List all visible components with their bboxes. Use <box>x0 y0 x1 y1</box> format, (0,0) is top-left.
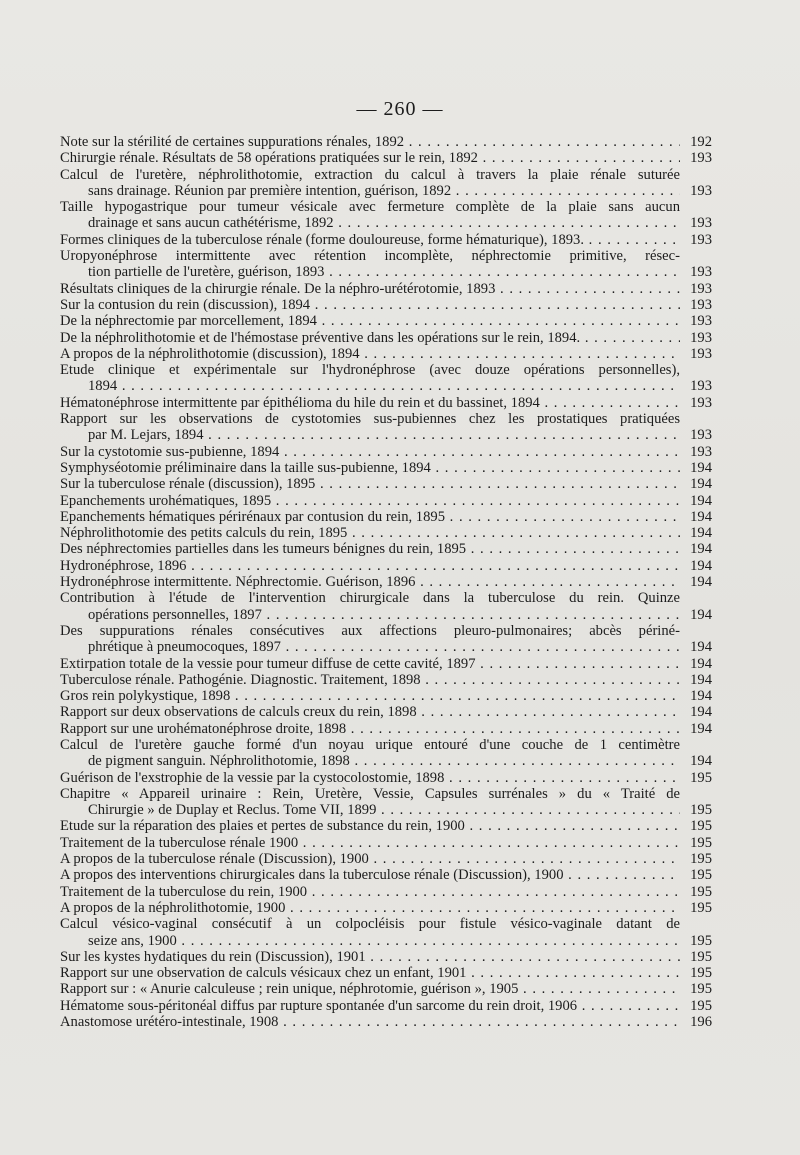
bibliography-entry <box>60 721 712 737</box>
entry-title <box>60 770 680 786</box>
entry-page-number: 194 <box>690 459 712 476</box>
entry-line: Hématome sous-péritonéal diffus par rupture spontanée d'un sarcome du rein droit, 1906 . . . <box>60 998 680 1014</box>
entry-title <box>60 476 680 492</box>
entry-title <box>60 884 680 900</box>
entry-line: de pigment sanguin. Néphrolithotomie, 1898 . . . <box>60 753 680 769</box>
entry-title <box>60 786 680 819</box>
entry-line: Traitement de la tuberculose rénale 1900 . . . <box>60 835 680 851</box>
entry-page-number: 195 <box>690 932 712 949</box>
entry-line: Chapitre « Appareil urinaire : Rein, Uretère, Vessie, Capsules surrénales » du « Traité de <box>60 785 680 802</box>
bibliography-entry <box>60 541 712 557</box>
entry-title <box>60 395 680 411</box>
entry-line: drainage et sans aucun cathétérisme, 1892 . . . <box>60 215 680 231</box>
entry-page-number: 194 <box>690 671 712 688</box>
entry-title <box>60 737 680 770</box>
entry-line: Des néphrectomies partielles dans les tumeurs bénignes du rein, 1895 . . . <box>60 541 680 557</box>
bibliography-entry <box>60 672 712 688</box>
entry-title <box>60 313 680 329</box>
bibliography-entry <box>60 737 712 770</box>
bibliography-entry <box>60 1014 712 1030</box>
entry-line: Calcul de l'uretère gauche formé d'un noyau urique entouré d'une couche de 1 centimètre <box>60 736 680 753</box>
entry-title <box>60 590 680 623</box>
entry-title <box>60 525 680 541</box>
entry-page-number: 193 <box>690 394 712 411</box>
entry-page-number: 194 <box>690 704 712 721</box>
entry-title <box>60 150 680 166</box>
entry-line: Gros rein polykystique, 1898 . . . <box>60 688 680 704</box>
bibliography-entry <box>60 346 712 362</box>
entry-line: Rapport sur deux observations de calculs creux du rein, 1898 . . . <box>60 704 680 720</box>
entry-title <box>60 851 680 867</box>
entry-page-number: 196 <box>690 1014 712 1031</box>
entry-line: phrétique à pneumocoques, 1897 . . . <box>60 639 680 655</box>
bibliography-entry <box>60 835 712 851</box>
entry-line: sans drainage. Réunion par première intention, guérison, 1892 . . . <box>60 183 680 199</box>
bibliography-entry <box>60 395 712 411</box>
entry-line: Formes cliniques de la tuberculose rénale (forme douloureuse, forme hématurique), 1893. . . . <box>60 232 680 248</box>
entry-page-number: 192 <box>690 134 712 150</box>
entry-page-number: 195 <box>690 899 712 916</box>
bibliography-entry <box>60 998 712 1014</box>
entry-line: Des suppurations rénales consécutives aux affections pleuro-pulmonaires; abcès périné- <box>60 622 680 639</box>
entry-line: Hydronéphrose intermittente. Néphrectomie. Guérison, 1896 . . . <box>60 574 680 590</box>
entry-line: Rapport sur les observations de cystotomies sus-pubiennes chez les prostatiques pratiquées <box>60 411 680 428</box>
entry-page-number: 195 <box>690 948 712 965</box>
entry-page-number: 194 <box>690 639 712 656</box>
entry-line: Etude sur la réparation des plaies et pertes de substance du rein, 1900 . . . <box>60 818 680 834</box>
bibliography-entry <box>60 232 712 248</box>
entry-title <box>60 867 680 883</box>
entry-title <box>60 362 680 395</box>
entry-title <box>60 460 680 476</box>
entry-title <box>60 199 680 232</box>
bibliography-entry <box>60 248 712 281</box>
entry-line: Note sur la stérilité de certaines suppurations rénales, 1892 . . . <box>60 134 680 150</box>
entry-line: Calcul de l'uretère, néphrolithotomie, extraction du calcul à travers la plaie rénale suturée <box>60 166 680 183</box>
entry-title <box>60 248 680 281</box>
entry-title <box>60 818 680 834</box>
bibliography-entry <box>60 590 712 623</box>
bibliography-entry <box>60 786 712 819</box>
entry-title <box>60 949 680 965</box>
entry-page-number: 193 <box>690 215 712 232</box>
entry-page-number: 195 <box>690 997 712 1014</box>
entry-page-number: 193 <box>690 264 712 281</box>
entry-line: A propos de la néphrolithotomie, 1900 . . . <box>60 900 680 916</box>
entry-title <box>60 623 680 656</box>
entry-title <box>60 281 680 297</box>
entry-page-number: 195 <box>690 802 712 819</box>
entry-title <box>60 493 680 509</box>
entry-line: De la néphrolithotomie et de l'hémostase préventive dans les opérations sur le rein, 1894. . . . <box>60 330 680 346</box>
entry-line: A propos de la néphrolithotomie (discussion), 1894 . . . <box>60 346 680 362</box>
entry-line: Calcul vésico-vaginal consécutif à un colpocléisis pour fistule vésico-vaginale datant de <box>60 916 680 933</box>
entry-page-number: 194 <box>690 557 712 574</box>
entry-page-number: 193 <box>690 280 712 297</box>
bibliography-entry <box>60 460 712 476</box>
entry-page-number: 194 <box>690 476 712 493</box>
entry-line: par M. Lejars, 1894 . . . <box>60 427 680 443</box>
entry-page-number: 193 <box>690 150 712 167</box>
bibliography-entry <box>60 916 712 949</box>
entry-title <box>60 232 680 248</box>
bibliography-entry <box>60 900 712 916</box>
bibliography-entry <box>60 150 712 166</box>
entry-title <box>60 297 680 313</box>
entry-line: Taille hypogastrique pour tumeur vésicale avec fermeture complète de la plaie sans aucun <box>60 199 680 216</box>
entry-line: Etude clinique et expérimentale sur l'hydronéphrose (avec douze opérations personnelles), <box>60 362 680 379</box>
entry-page-number: 194 <box>690 574 712 591</box>
entry-page-number: 193 <box>690 182 712 199</box>
entry-line: Guérison de l'exstrophie de la vessie par la cystocolostomie, 1898 . . . <box>60 770 680 786</box>
entry-line: Chirurgie rénale. Résultats de 58 opérations pratiquées sur le rein, 1892 . . . <box>60 150 680 166</box>
bibliography-entry <box>60 313 712 329</box>
entry-line: opérations personnelles, 1897 . . . <box>60 607 680 623</box>
entry-title <box>60 574 680 590</box>
entry-title <box>60 688 680 704</box>
bibliography-entry <box>60 509 712 525</box>
bibliography-entry <box>60 851 712 867</box>
entry-page-number: 194 <box>690 720 712 737</box>
entry-page-number: 194 <box>690 525 712 542</box>
entry-title <box>60 558 680 574</box>
entry-title <box>60 167 680 200</box>
entry-title <box>60 704 680 720</box>
entry-line: Hydronéphrose, 1896 . . . <box>60 558 680 574</box>
entry-title <box>60 835 680 851</box>
bibliography-entry <box>60 981 712 997</box>
entry-page-number: 194 <box>690 541 712 558</box>
bibliography-entry <box>60 297 712 313</box>
entry-line: Hématonéphrose intermittente par épithélioma du hile du rein et du bassinet, 1894 . . . <box>60 395 680 411</box>
bibliography-entry <box>60 704 712 720</box>
entry-title <box>60 981 680 997</box>
entry-page-number: 194 <box>690 753 712 770</box>
entry-page-number: 195 <box>690 818 712 835</box>
entry-line: Néphrolithotomie des petits calculs du rein, 1895 . . . <box>60 525 680 541</box>
entry-page-number: 194 <box>690 606 712 623</box>
entry-line: Anastomose urétéro-intestinale, 1908 . . . <box>60 1014 680 1030</box>
bibliography-entry <box>60 688 712 704</box>
entry-line: Contribution à l'étude de l'intervention chirurgicale dans la tuberculose du rein. Quinze <box>60 590 680 607</box>
entry-line: Chirurgie » de Duplay et Reclus. Tome VII, 1899 . . . <box>60 802 680 818</box>
entry-title <box>60 330 680 346</box>
entry-line: De la néphrectomie par morcellement, 1894 . . . <box>60 313 680 329</box>
entry-title <box>60 900 680 916</box>
entry-title <box>60 998 680 1014</box>
bibliography-list <box>60 134 712 1030</box>
entry-line: Epanchements urohématiques, 1895 . . . <box>60 493 680 509</box>
entry-page-number: 194 <box>690 655 712 672</box>
bibliography-entry <box>60 199 712 232</box>
entry-line: Rapport sur une observation de calculs vésicaux chez un enfant, 1901 . . . <box>60 965 680 981</box>
entry-line: Sur la cystotomie sus-pubienne, 1894 . . . <box>60 444 680 460</box>
entry-line: A propos des interventions chirurgicales dans la tuberculose rénale (Discussion), 1900 . . . <box>60 867 680 883</box>
entry-line: tion partielle de l'uretère, guérison, 1893 . . . <box>60 264 680 280</box>
bibliography-entry <box>60 411 712 444</box>
bibliography-entry <box>60 965 712 981</box>
entry-page-number: 193 <box>690 378 712 395</box>
bibliography-entry <box>60 493 712 509</box>
entry-line: seize ans, 1900 . . . <box>60 933 680 949</box>
entry-line: Epanchements hématiques périrénaux par contusion du rein, 1895 . . . <box>60 509 680 525</box>
entry-line: 1894 . . . <box>60 378 680 394</box>
entry-title <box>60 656 680 672</box>
entry-line: Sur les kystes hydatiques du rein (Discussion), 1901 . . . <box>60 949 680 965</box>
entry-page-number: 194 <box>690 688 712 705</box>
entry-page-number: 195 <box>690 834 712 851</box>
entry-line: Résultats cliniques de la chirurgie rénale. De la néphro-urétérotomie, 1893 . . . <box>60 281 680 297</box>
entry-page-number: 195 <box>690 851 712 868</box>
bibliography-entry <box>60 167 712 200</box>
entry-line: Sur la contusion du rein (discussion), 1894 . . . <box>60 297 680 313</box>
entry-title <box>60 346 680 362</box>
entry-page-number: 195 <box>690 883 712 900</box>
entry-line: Rapport sur une urohématonéphrose droite, 1898 . . . <box>60 721 680 737</box>
entry-page-number: 195 <box>690 981 712 998</box>
entry-page-number: 193 <box>690 329 712 346</box>
entry-title <box>60 411 680 444</box>
entry-line: Rapport sur : « Anurie calculeuse ; rein unique, néphrotomie, guérison », 1905 . . . <box>60 981 680 997</box>
bibliography-entry <box>60 574 712 590</box>
entry-line: Uropyonéphrose intermittente avec rétention incomplète, néphrectomie primitive, résec- <box>60 248 680 265</box>
bibliography-entry <box>60 330 712 346</box>
bibliography-entry <box>60 656 712 672</box>
entry-page-number: 193 <box>690 313 712 330</box>
entry-page-number: 193 <box>690 231 712 248</box>
bibliography-entry <box>60 525 712 541</box>
entry-line: Sur la tuberculose rénale (discussion), 1895 . . . <box>60 476 680 492</box>
entry-page-number: 193 <box>690 427 712 444</box>
bibliography-entry <box>60 818 712 834</box>
bibliography-entry <box>60 770 712 786</box>
entry-page-number: 195 <box>690 965 712 982</box>
bibliography-entry <box>60 884 712 900</box>
entry-page-number: 194 <box>690 492 712 509</box>
entry-title <box>60 541 680 557</box>
bibliography-entry <box>60 134 712 150</box>
bibliography-entry <box>60 362 712 395</box>
bibliography-entry <box>60 949 712 965</box>
bibliography-entry <box>60 444 712 460</box>
bibliography-entry <box>60 281 712 297</box>
entry-title <box>60 916 680 949</box>
entry-title <box>60 672 680 688</box>
entry-line: Symphyséotomie préliminaire dans la taille sus-pubienne, 1894 . . . <box>60 460 680 476</box>
entry-page-number: 193 <box>690 443 712 460</box>
entry-title <box>60 444 680 460</box>
entry-title <box>60 1014 680 1030</box>
entry-page-number: 195 <box>690 867 712 884</box>
entry-page-number: 195 <box>690 769 712 786</box>
entry-title <box>60 134 680 150</box>
bibliography-entry <box>60 476 712 492</box>
bibliography-entry <box>60 867 712 883</box>
entry-title <box>60 721 680 737</box>
entry-page-number: 193 <box>690 296 712 313</box>
entry-page-number: 193 <box>690 345 712 362</box>
bibliography-entry <box>60 623 712 656</box>
entry-title <box>60 509 680 525</box>
entry-line: A propos de la tuberculose rénale (Discussion), 1900 . . . <box>60 851 680 867</box>
entry-page-number: 194 <box>690 508 712 525</box>
entry-line: Tuberculose rénale. Pathogénie. Diagnostic. Traitement, 1898 . . . <box>60 672 680 688</box>
entry-line: Extirpation totale de la vessie pour tumeur diffuse de cette cavité, 1897 . . . <box>60 656 680 672</box>
entry-title <box>60 965 680 981</box>
page-number: — 260 — <box>356 98 444 120</box>
bibliography-entry <box>60 558 712 574</box>
entry-line: Traitement de la tuberculose du rein, 1900 . . . <box>60 884 680 900</box>
